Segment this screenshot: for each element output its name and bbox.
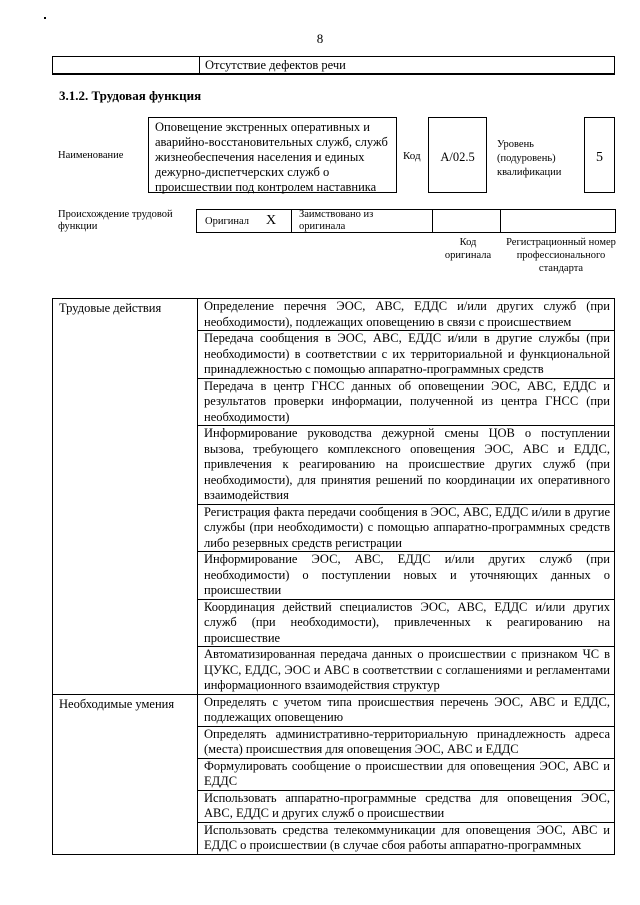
- skill-item: Использовать аппаратно-программные средства для оповещения ЭОС, АВС, ЕДДС и других служб о происшествии: [198, 790, 615, 822]
- previous-row-text: Отсутствие дефектов речи: [205, 58, 346, 72]
- labor-action-item: Регистрация факта передачи сообщения в ЭОС, АВС, ЕДДС и/или в другие службы (при необходимости) с помощью аппаратно-программных средств либо резервных средств регистрации: [198, 504, 615, 552]
- original-code-label: Код оригинала: [444, 237, 492, 261]
- previous-table-row: [52, 56, 615, 75]
- name-label: Наименование: [58, 150, 124, 161]
- labor-action-item: Передача сообщения в ЭОС, АВС, ЕДДС и/или в другие службы (при необходимости) в соответствии с их территориальной и функциональной принадлежностью с помощью аппаратно-программных средств: [198, 331, 615, 379]
- code-value: A/02.5: [428, 117, 487, 193]
- level-label: [497, 138, 577, 180]
- labor-action-item: Информирование руководства дежурной смены ЦОВ о поступлении вызова, требующего комплексного оповещения ЭОС, АВС и ЕДДС, привлечения к реагированию на происшествие других служб (при необходимости), для принятия решений по координации их оперативного взаимодействия: [198, 426, 615, 505]
- original-mark: X: [266, 213, 277, 228]
- level-label-text: Уровень (подуровень) квалификации: [497, 139, 562, 178]
- scan-dot: [44, 17, 46, 19]
- skill-item: Использовать средства телекоммуникации для оповещения ЭОС, АВС и ЕДДС о происшествии (в случае сбоя работы аппаратно-программных: [198, 822, 615, 854]
- skill-item: Определять с учетом типа происшествия перечень ЭОС, АВС и ЕДДС, подлежащих оповещению: [198, 694, 615, 726]
- section-title: 3.1.2. Трудовая функция: [59, 88, 202, 103]
- original-code-cell: [432, 210, 501, 232]
- code-label: Код: [403, 150, 421, 162]
- skill-item: Определять административно-территориальную принадлежность адреса (места) происшествия для оповещения ЭОС, АВС и ЕДДС: [198, 726, 615, 758]
- labor-action-item: Автоматизированная передача данных о происшествии с признаком ЧС в ЦУКС, ЕДДС, ЭОС и АВС в соответствии с соглашениями и регламентами информационного взаимодействия структур: [198, 647, 615, 695]
- origin-label: Происхождение трудовой функции: [58, 209, 173, 232]
- labor-action-item: Информирование ЭОС, АВС, ЕДДС и/или других служб (при необходимости) о поступлении новых и уточняющих данных о происшествии: [198, 552, 615, 600]
- skill-row: [53, 694, 615, 726]
- labor-action-item: Передача в центр ГНСС данных об оповещении ЭОС, АВС, ЕДДС и результатов проверки информации, полученной из центра ГНСС (при необходимости): [198, 378, 615, 426]
- level-value: 5: [584, 117, 615, 193]
- function-name-value: Оповещение экстренных оперативных и аварийно-восстановительных служб, служб жизнеобеспечения населения и единых дежурно-диспетчерских служб о происшествии под контролем наставника: [148, 117, 397, 193]
- skill-label: Необходимые умения: [53, 694, 198, 854]
- labor-action-item: Определение перечня ЭОС, АВС, ЕДДС и/или других служб (при необходимости), подлежащих оповещению в связи с происшествием: [198, 299, 615, 331]
- labor-action-row: [53, 299, 615, 331]
- labor-action-item: Координация действий специалистов ЭОС, АВС, ЕДДС и/или других служб (при необходимости), привлеченных к реагированию на происшествие: [198, 599, 615, 647]
- labor-action-label: Трудовые действия: [53, 299, 198, 695]
- page-number: 8: [316, 31, 324, 46]
- registration-number-label: Регистрационный номер профессионального стандарта: [506, 237, 616, 274]
- original-label: Оригинал: [205, 216, 249, 227]
- skill-item: Формулировать сообщение о происшествии для оповещения ЭОС, АВС и ЕДДС: [198, 758, 615, 790]
- function-details-table: [52, 298, 615, 855]
- empty-cell: [53, 57, 200, 73]
- borrowed-label: Заимствовано из оригинала: [299, 209, 374, 232]
